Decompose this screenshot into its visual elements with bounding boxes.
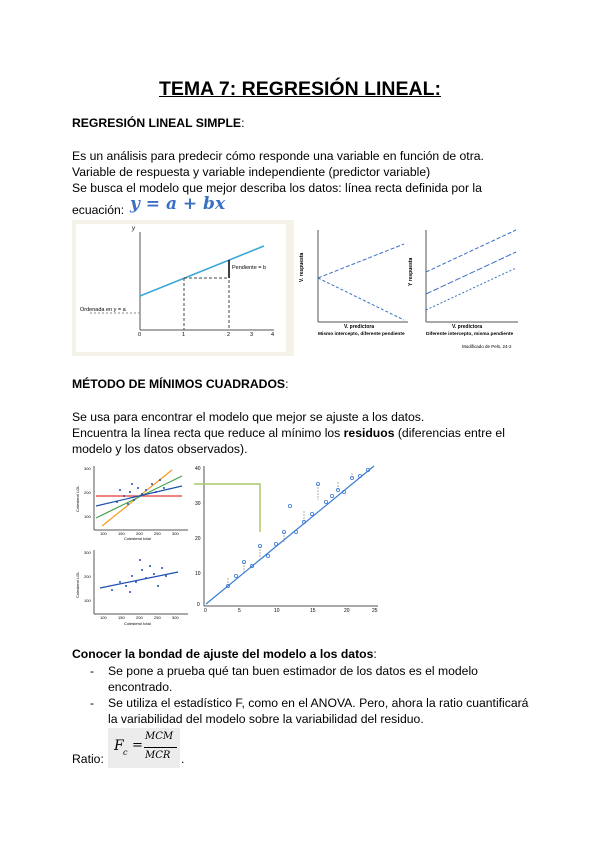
tick-label: 150 <box>118 615 125 620</box>
ordinate-label: Ordenada en y = a <box>80 307 126 313</box>
page-title: TEMA 7: REGRESIÓN LINEAL: <box>158 78 442 100</box>
axis-y-label: y <box>132 226 135 232</box>
axis-label: Colesterol total <box>124 621 151 626</box>
tick-label: 100 <box>84 598 91 603</box>
tick-label: 10 <box>274 608 280 614</box>
panel-b-ylabel: Y respuesta <box>408 257 414 286</box>
residual-plot <box>192 462 382 630</box>
tick-label: 150 <box>118 531 125 536</box>
tick-label: 0 <box>197 602 200 608</box>
residuos-term: residuos <box>343 426 395 440</box>
scatter-plot-bottom <box>72 546 192 628</box>
tick-label: 15 <box>310 608 316 614</box>
bullet-line: Se pone a prueba qué tan buen estimador de los datos es el modelo <box>108 664 478 678</box>
section1-line: Variable de respuesta y variable independiente (predictor variable) <box>72 165 431 179</box>
panel-b-caption: Diferente intercepto, misma pendiente <box>426 332 514 337</box>
trailing-period: . <box>181 752 185 766</box>
tick-label: 0 <box>204 608 207 614</box>
tick-label: 200 <box>136 531 143 536</box>
tick-label: 300 <box>172 615 179 620</box>
bullet-line: encontrado. <box>108 680 173 694</box>
figure-credit: Modificado de Pels, 24-2 <box>462 344 512 349</box>
tick-label: 0 <box>138 332 142 338</box>
tick-label: 300 <box>84 466 91 471</box>
tick-label: 250 <box>154 531 161 536</box>
tick-label: 10 <box>195 571 201 577</box>
tick-label: 200 <box>84 490 91 495</box>
section1-line: Se busca el modelo que mejor describa los datos: línea recta definida por la <box>72 181 482 195</box>
axis-label: Colesterol total <box>124 536 151 541</box>
formula-denominator: MCR <box>145 750 171 761</box>
panel-a-xlabel: V. predictora <box>344 324 375 330</box>
bullet-line: la variabilidad del modelo sobre la variabilidad del residuo. <box>108 712 424 726</box>
section3-heading-row <box>72 646 377 662</box>
section2-heading: MÉTODO DE MÍNIMOS CUADRADOS <box>72 377 286 391</box>
section1-heading: REGRESIÓN LINEAL SIMPLE <box>72 116 242 130</box>
bullet-dash: - <box>90 664 95 678</box>
scatter-plot-top <box>72 462 192 542</box>
section1-heading-row <box>72 115 244 131</box>
tick-label: 1 <box>182 332 186 338</box>
tick-label: 100 <box>84 514 91 519</box>
section2-heading-suffix: : <box>285 377 289 391</box>
tick-label: 100 <box>100 615 107 620</box>
tick-label: 100 <box>100 531 107 536</box>
regression-line-figure <box>72 220 294 356</box>
slope-label: Pendiente = b <box>232 265 267 271</box>
section2-line: Se usa para encontrar el modelo que mejor se ajuste a los datos. <box>72 410 425 424</box>
equation: y = a + bx <box>130 194 226 214</box>
fraction-bar <box>144 747 177 748</box>
section2-line <box>72 425 505 441</box>
section1-heading-suffix: : <box>241 116 245 130</box>
text-run: (diferencias entre el <box>394 426 505 440</box>
tick-label: 4 <box>271 332 275 338</box>
tick-label: 200 <box>136 615 143 620</box>
axis-label: Colesterol LDL <box>75 485 80 512</box>
tick-label: 40 <box>195 466 201 472</box>
axis-label: Colesterol LDL <box>75 571 80 598</box>
f-ratio-formula <box>108 728 180 768</box>
tick-label: 5 <box>238 608 241 614</box>
section1-line: Es un análisis para predecir cómo responde una variable en función de otra. <box>72 149 484 163</box>
tick-label: 20 <box>195 536 201 542</box>
tick-label: 30 <box>195 501 201 507</box>
equation-label: ecuación: <box>72 203 125 217</box>
tick-label: 300 <box>172 531 179 536</box>
panel-a-ylabel: V. respuesta <box>299 252 305 282</box>
tick-label: 250 <box>154 615 161 620</box>
formula-subscript: c <box>123 748 128 757</box>
formula-equals: = <box>132 738 143 753</box>
ratio-label: Ratio: <box>72 752 104 766</box>
panel-b-xlabel: V. predictora <box>452 324 483 330</box>
tick-label: 20 <box>344 608 350 614</box>
panel-a-caption: Mismo intercepto, diferente pendiente <box>318 332 405 337</box>
tick-label: 200 <box>84 574 91 579</box>
bullet-line: Se utiliza el estadístico F, como en el ANOVA. Pero, ahora la ratio cuantificará <box>108 696 529 710</box>
section3-heading: Conocer la bondad de ajuste del modelo a los datos <box>72 647 374 661</box>
formula-numerator: MCM <box>145 731 174 742</box>
section3-heading-suffix: : <box>373 647 377 661</box>
formula-lhs: F <box>114 738 124 754</box>
intercept-slope-figure <box>296 222 528 356</box>
section2-heading-row <box>72 376 288 392</box>
section2-line: modelo y los datos observados). <box>72 442 248 456</box>
tick-label: 3 <box>250 332 254 338</box>
bullet-dash: - <box>90 696 95 710</box>
text-run: Encuentra la línea recta que reduce al mínimo los <box>72 426 344 440</box>
tick-label: 25 <box>372 608 378 614</box>
tick-label: 2 <box>227 332 231 338</box>
tick-label: 300 <box>84 550 91 555</box>
